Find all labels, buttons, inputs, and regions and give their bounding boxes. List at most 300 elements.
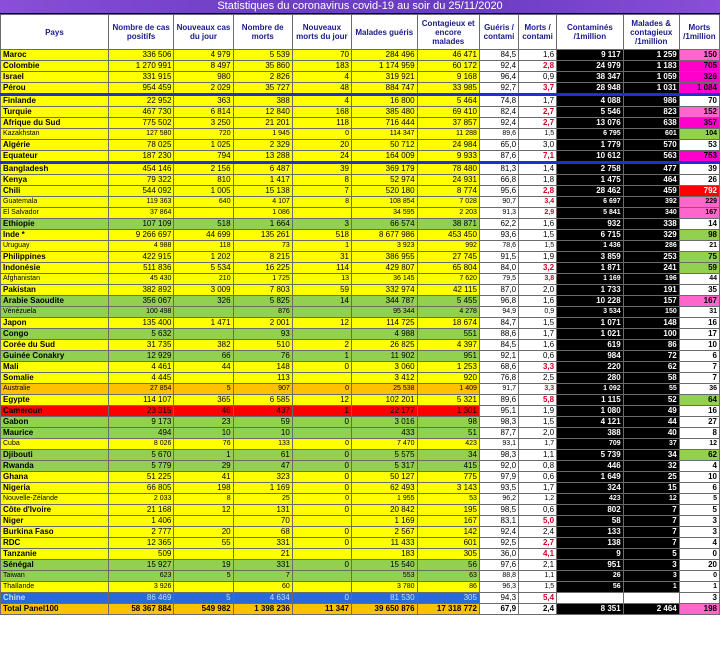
value-cell: 369 179 [352,163,418,175]
value-cell: 86 [623,340,679,351]
value-cell [174,582,233,593]
value-cell: 52 974 [352,175,418,186]
country-cell: Israel [1,72,109,83]
value-cell: 2 203 [417,208,479,219]
value-cell: 423 [417,439,479,450]
value-cell: 96,8 [479,296,518,307]
value-cell: 11 288 [417,129,479,140]
value-cell: 6 814 [174,107,233,118]
country-cell: Maurice [1,428,109,439]
value-cell: 992 [417,241,479,252]
value-cell: 1 955 [352,494,418,505]
value-cell: 753 [679,151,719,163]
value-cell: 326 [679,72,719,83]
value-cell [174,208,233,219]
value-cell: 2,7 [519,538,557,549]
value-cell: 4 979 [174,50,233,61]
table-row [1,362,720,373]
value-cell: 6 697 [557,197,624,208]
value-cell: 16 [679,318,719,329]
value-cell: 518 [292,230,351,241]
value-cell [174,516,233,527]
value-cell: 91,3 [479,208,518,219]
value-cell: 3 926 [108,582,174,593]
value-cell: 454 146 [108,163,174,175]
table-row [1,241,720,252]
value-cell: 477 [623,163,679,175]
value-cell: 4 988 [352,329,418,340]
value-cell: 2 777 [108,527,174,538]
value-cell: 26 825 [352,340,418,351]
value-cell: 60 [557,593,624,604]
value-cell: 0,9 [519,307,557,318]
table-row [1,274,720,285]
value-cell: 133 [233,439,292,450]
value-cell: 284 496 [352,50,418,61]
value-cell: 24 979 [557,61,624,72]
value-cell: 114 347 [352,129,418,140]
value-cell: 5,0 [519,516,557,527]
value-cell: 3,3 [519,362,557,373]
value-cell: 4 634 [233,593,292,604]
value-cell [292,208,351,219]
value-cell: 8 [292,197,351,208]
value-cell: 69 410 [417,107,479,118]
value-cell: 305 [417,593,479,604]
value-cell: 51 225 [108,472,174,483]
value-cell: 8 [174,494,233,505]
value-cell: 7 620 [417,274,479,285]
value-cell: 51 [417,428,479,439]
value-cell: 3 923 [352,241,418,252]
value-cell: 62 493 [352,483,418,494]
value-cell: 1 417 [233,175,292,186]
value-cell: 3 [679,593,719,604]
value-cell: 15 138 [233,186,292,197]
value-cell: 429 807 [352,263,418,274]
value-cell: 64 [679,395,719,406]
country-cell: Total Panel100 [1,604,109,615]
value-cell: 81,3 [479,163,518,175]
value-cell: 241 [623,263,679,274]
value-cell: 1 409 [417,384,479,395]
value-cell: 1 086 [233,208,292,219]
country-cell: Côte d'Ivoire [1,505,109,516]
value-cell: 84,7 [479,318,518,329]
value-cell [174,549,233,560]
table-row [1,285,720,296]
value-cell: 0 [292,593,351,604]
value-cell: 0 [292,527,351,538]
value-cell: 118 [292,118,351,129]
value-cell: 331 [233,560,292,571]
value-cell: 142 [417,527,479,538]
value-cell: 8 497 [174,61,233,72]
value-cell: 59 [292,285,351,296]
value-cell: 0 [292,560,351,571]
value-cell: 167 [679,208,719,219]
value-cell: 25 [233,494,292,505]
value-cell: 1 [292,241,351,252]
value-cell: 0 [292,538,351,549]
value-cell: 1 115 [557,395,624,406]
value-cell: 4 461 [108,362,174,373]
table-row [1,83,720,95]
table-row [1,50,720,61]
value-cell: 1 084 [679,83,719,95]
value-cell: 7 [623,516,679,527]
value-cell: 9 933 [417,151,479,163]
country-cell: RDC [1,538,109,549]
value-cell: 705 [679,61,719,72]
value-cell: 12 929 [108,351,174,362]
country-cell: Rwanda [1,461,109,472]
table-row [1,118,720,129]
table-row [1,151,720,163]
value-cell: 12 [623,494,679,505]
value-cell: 7 [623,527,679,538]
country-cell: Arabie Saoudite [1,296,109,307]
table-row [1,406,720,417]
value-cell: 1 021 [557,329,624,340]
value-cell: 951 [417,351,479,362]
value-cell: 33 985 [417,83,479,95]
value-cell: 95,1 [479,406,518,417]
value-cell: 12 [292,318,351,329]
value-cell: 5 [623,549,679,560]
table-row [1,549,720,560]
value-cell: 62 [679,450,719,461]
country-cell: El Salvador [1,208,109,219]
value-cell: 84,5 [479,340,518,351]
table-row [1,560,720,571]
value-cell: 96,4 [479,72,518,83]
value-cell: 6 795 [557,129,624,140]
column-header: Pays [1,15,109,50]
country-cell: Australie [1,384,109,395]
value-cell: 78,6 [479,241,518,252]
value-cell: 60 172 [417,61,479,72]
value-cell: 76 [233,351,292,362]
value-cell: 0 [292,439,351,450]
value-cell: 53 [679,140,719,151]
table-row [1,230,720,241]
value-cell: 70 [679,95,719,107]
value-cell: 102 201 [352,395,418,406]
value-cell: 382 [174,340,233,351]
country-cell: Maroc [1,50,109,61]
value-cell: 1 [174,450,233,461]
value-cell: 2,8 [519,61,557,72]
value-cell: 1 [292,351,351,362]
value-cell: 196 [623,274,679,285]
value-cell: 18 674 [417,318,479,329]
value-cell: 31 [292,252,351,263]
value-cell: 9 168 [417,72,479,83]
value-cell: 24 984 [417,140,479,151]
value-cell: 94,3 [479,593,518,604]
country-cell: Mali [1,362,109,373]
value-cell: 1,9 [519,406,557,417]
value-cell: 90,7 [479,197,518,208]
value-cell: 980 [174,72,233,83]
value-cell: 1 649 [557,472,624,483]
value-cell: 984 [557,351,624,362]
value-cell: 12 [174,505,233,516]
value-cell: 22 177 [352,406,418,417]
value-cell: 20 842 [352,505,418,516]
value-cell: 34 [417,450,479,461]
value-cell: 93,5 [479,483,518,494]
value-cell: 388 [557,428,624,439]
value-cell: 55 [623,384,679,395]
value-cell: 7 803 [233,285,292,296]
value-cell: 48 [292,83,351,95]
value-cell: 5 317 [352,461,418,472]
value-cell: 114 107 [108,395,174,406]
value-cell: 70 [233,516,292,527]
value-cell: 1,7 [519,95,557,107]
value-cell: 3 009 [174,285,233,296]
value-cell: 114 725 [352,318,418,329]
value-cell: 549 982 [174,604,233,615]
value-cell: 183 [352,549,418,560]
value-cell: 3 534 [557,307,624,318]
value-cell: 59 [679,263,719,274]
value-cell: 510 [233,340,292,351]
value-cell: 63 [417,571,479,582]
value-cell: 10 228 [557,296,624,307]
value-cell: 135 261 [233,230,292,241]
value-cell: 50 127 [352,472,418,483]
value-cell: 82,4 [479,107,518,118]
country-cell: Sénégal [1,560,109,571]
value-cell: 6 [679,351,719,362]
value-cell: 4 445 [108,373,174,384]
country-cell: Bangladesh [1,163,109,175]
value-cell: 509 [108,549,174,560]
value-cell: 13 076 [557,118,624,129]
value-cell: 467 730 [108,107,174,118]
value-cell: 1 031 [623,83,679,95]
value-cell: 70 [292,50,351,61]
value-cell: 44 [623,417,679,428]
value-cell: 2 001 [233,318,292,329]
value-cell: 1 080 [557,406,624,417]
column-header: Contaminés /1million [557,15,624,50]
value-cell: 35 [679,285,719,296]
value-cell: 21 201 [233,118,292,129]
value-cell: 5,8 [519,395,557,406]
value-cell: 36 [679,384,719,395]
value-cell: 92,4 [479,61,518,72]
value-cell: 15 927 [108,560,174,571]
value-cell: 884 747 [352,83,418,95]
value-cell: 68,6 [479,362,518,373]
value-cell: 437 [233,406,292,417]
value-cell: 5 739 [557,450,624,461]
value-cell: 62,2 [479,219,518,230]
value-cell: 2,9 [519,208,557,219]
value-cell: 4,1 [519,549,557,560]
table-row [1,494,720,505]
value-cell: 794 [174,151,233,163]
table-body [1,50,720,615]
value-cell: 2 758 [557,163,624,175]
value-cell [174,307,233,318]
value-cell: 601 [623,129,679,140]
value-cell: 3 016 [352,417,418,428]
value-cell: 319 921 [352,72,418,83]
value-cell: 65,0 [479,140,518,151]
country-cell: Nigeria [1,483,109,494]
value-cell: 89,6 [479,129,518,140]
value-cell: 3 060 [352,362,418,373]
value-cell: 0,6 [519,505,557,516]
value-cell: 34 595 [352,208,418,219]
value-cell: 0 [292,461,351,472]
value-cell: 76,8 [479,373,518,384]
value-cell: 13 288 [233,151,292,163]
value-cell [292,516,351,527]
value-cell: 11 347 [292,604,351,615]
value-cell: 119 363 [108,197,174,208]
value-cell: 2 464 [623,604,679,615]
value-cell: 92,1 [479,351,518,362]
value-cell: 382 892 [108,285,174,296]
value-cell: 4 088 [557,95,624,107]
value-cell: 220 [557,362,624,373]
country-cell: Pakistan [1,285,109,296]
table-row [1,186,720,197]
value-cell: 3 859 [557,252,624,263]
value-cell: 81 530 [352,593,418,604]
value-cell: 10 [679,472,719,483]
value-cell: 100 [623,329,679,340]
value-cell: 7 [679,373,719,384]
country-cell: Corée du Sud [1,340,109,351]
value-cell: 40 [623,428,679,439]
value-cell: 4 [292,95,351,107]
value-cell: 2 033 [108,494,174,505]
country-cell: Guinée Conakry [1,351,109,362]
table-row [1,197,720,208]
value-cell: 331 [233,538,292,549]
value-cell: 0 [292,505,351,516]
value-cell: 5 534 [174,263,233,274]
country-cell: Philippines [1,252,109,263]
value-cell: 1,8 [519,175,557,186]
value-cell: 47 [233,461,292,472]
value-cell: 131 [233,505,292,516]
value-cell: 17 [679,329,719,340]
value-cell: 76 [174,439,233,450]
value-cell: 876 [233,307,292,318]
value-cell: 5 825 [233,296,292,307]
value-cell: 1 253 [417,362,479,373]
value-cell: 1 [679,582,719,593]
country-cell: Colombie [1,61,109,72]
value-cell: 720 [174,129,233,140]
value-cell: 108 854 [352,197,418,208]
value-cell: 16 225 [233,263,292,274]
value-cell: 5 [174,571,233,582]
value-cell: 0 [623,593,679,604]
value-cell: 72 [623,351,679,362]
value-cell: 10 [233,428,292,439]
value-cell: 118 [174,241,233,252]
value-cell [292,571,351,582]
value-cell: 13 [292,274,351,285]
value-cell: 24 [292,151,351,163]
value-cell: 1 025 [174,140,233,151]
value-cell: 35 860 [233,61,292,72]
value-cell: 7 028 [417,197,479,208]
value-cell: 344 787 [352,296,418,307]
value-cell: 95 344 [352,307,418,318]
value-cell: 280 [557,373,624,384]
value-cell: 907 [233,384,292,395]
value-cell: 5 321 [417,395,479,406]
value-cell: 0 [292,472,351,483]
value-cell: 26 [557,571,624,582]
column-header: Nombre de morts [233,15,292,50]
value-cell: 0 [679,549,719,560]
value-cell: 446 [557,461,624,472]
value-cell: 52 [623,395,679,406]
value-cell: 36,0 [479,549,518,560]
country-cell: Afrique du Sud [1,118,109,129]
value-cell: 75 [679,252,719,263]
value-cell: 62 [623,362,679,373]
value-cell: 46 [174,406,233,417]
country-cell: Vénézuela [1,307,109,318]
value-cell: 66 805 [108,483,174,494]
table-row [1,593,720,604]
value-cell: 10 [679,340,719,351]
value-cell: 1,6 [519,296,557,307]
value-cell: 2 567 [352,527,418,538]
value-cell: 1,5 [519,230,557,241]
value-cell: 28 462 [557,186,624,197]
value-cell: 5 670 [108,450,174,461]
value-cell: 1 174 959 [352,61,418,72]
value-cell: 91,7 [479,384,518,395]
value-cell: 305 [417,549,479,560]
value-cell: 0 [679,571,719,582]
value-cell: 336 506 [108,50,174,61]
value-cell: 1 169 [352,516,418,527]
value-cell: 0,8 [519,461,557,472]
value-cell: 19 [174,560,233,571]
value-cell: 12 [679,439,719,450]
value-cell: 38 871 [417,219,479,230]
value-cell: 92,0 [479,461,518,472]
value-cell: 5 464 [417,95,479,107]
value-cell: 73 [233,241,292,252]
value-cell: 5 [174,384,233,395]
value-cell: 7 [233,571,292,582]
value-cell: 79,5 [479,274,518,285]
country-cell: Pérou [1,83,109,95]
value-cell: 56 [557,582,624,593]
value-cell: 331 915 [108,72,174,83]
value-cell: 114 [292,263,351,274]
value-cell: 168 [292,107,351,118]
value-cell: 1,9 [519,252,557,263]
value-cell: 802 [557,505,624,516]
value-cell: 286 [623,241,679,252]
